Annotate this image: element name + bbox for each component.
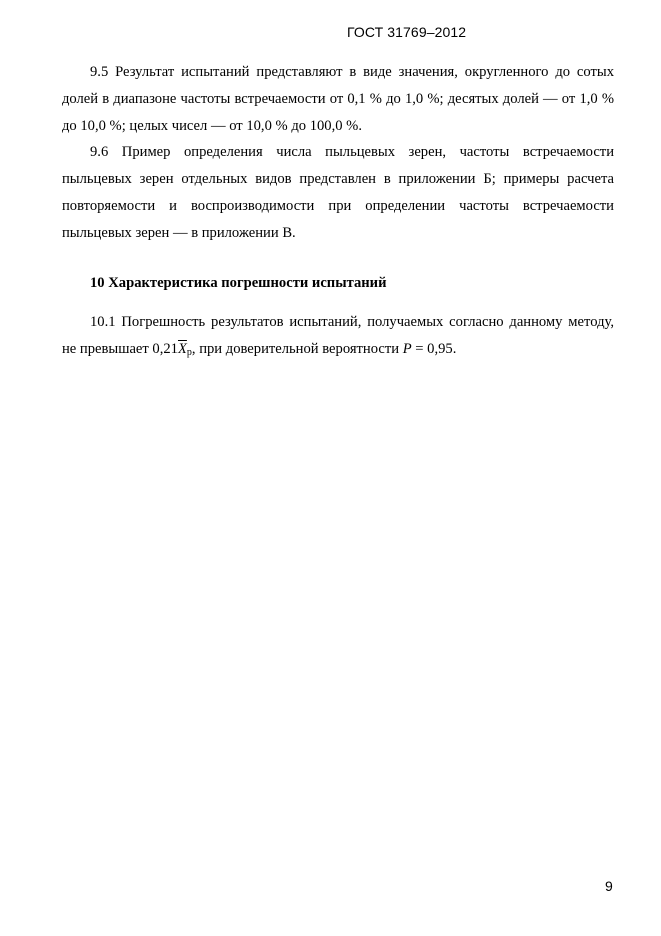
document-body bbox=[62, 59, 614, 367]
x-bar-symbol: $\overline{X}$ bbox=[177, 341, 187, 358]
p-symbol: P bbox=[402, 341, 412, 358]
paragraph-9-5: 9.5 Результат испытаний представляют в виде значения, округленного до сотых долей в диапазоне частоты встречаемости от 0,1 % до 1,0 %; десятых долей — от 1,0 % до 10,0 %; целых чисел — от 10,0 % до 100,0 %. bbox=[62, 64, 614, 134]
x-subscript: р bbox=[186, 347, 192, 359]
paragraph-10-1-middle: , при доверительной вероятности bbox=[191, 341, 403, 358]
paragraph-10-1-text: 10.1 Погрешность результатов испытаний, получаемых согласно данному методу, не превышает 0,21 bbox=[62, 314, 614, 358]
paragraph-10-1 bbox=[62, 309, 614, 367]
document-header: ГОСТ 31769–2012 bbox=[347, 24, 467, 40]
page-number: 9 bbox=[605, 878, 613, 894]
section-heading-10: 10 Характеристика погрешности испытаний bbox=[90, 274, 387, 291]
paragraph-10-1-end: = 0,95. bbox=[411, 341, 457, 358]
paragraph-9-6: 9.6 Пример определения числа пыльцевых зерен, частоты встречаемости пыльцевых зерен отдельных видов представлен в приложении Б; примеры расчета повторяемости и воспроизводимости при определении частоты встречаемости пыльцевых зерен — в приложении В. bbox=[62, 144, 614, 241]
